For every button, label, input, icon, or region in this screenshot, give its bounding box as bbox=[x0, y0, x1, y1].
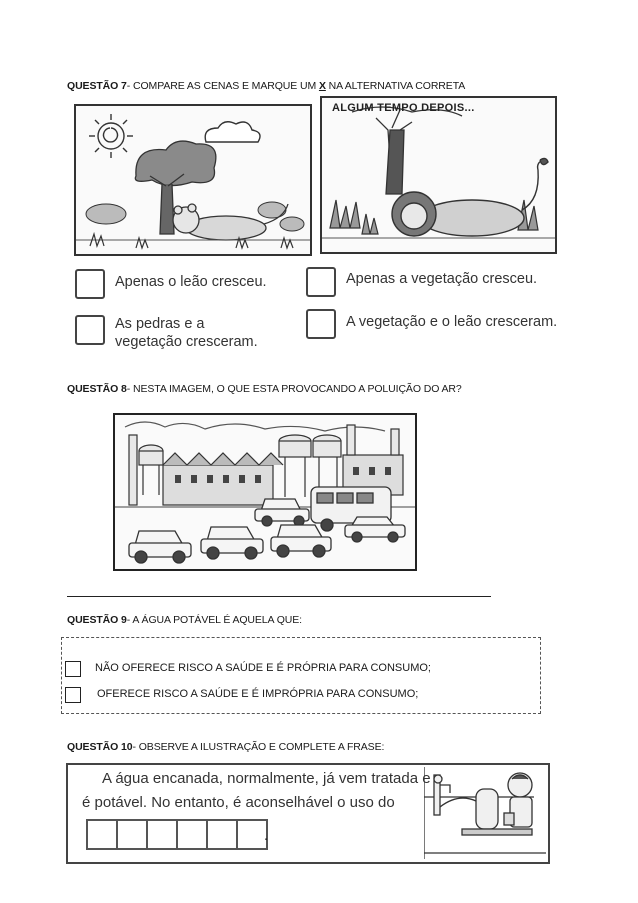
faucet-filter-boy-image bbox=[424, 767, 546, 859]
grass-icon bbox=[90, 234, 293, 248]
scene-before-image bbox=[74, 104, 312, 256]
q9-number: QUESTÃO 9 bbox=[67, 614, 127, 626]
q10-answer-box[interactable] bbox=[206, 819, 238, 850]
q7-option-3-checkbox[interactable] bbox=[75, 315, 105, 345]
q7-number: QUESTÃO 7 bbox=[67, 80, 127, 92]
q10-title bbox=[67, 741, 384, 753]
q10-line-1: A água encanada, normalmente, já vem tratada e bbox=[102, 770, 431, 787]
q10-exercise-box bbox=[66, 763, 550, 864]
q9-option-1-label: NÃO OFERECE RISCO A SAÚDE E É PRÓPRIA PARA CONSUMO; bbox=[95, 662, 431, 674]
q10-period: . bbox=[264, 827, 269, 844]
q9-options-box bbox=[61, 637, 541, 714]
car-icon bbox=[345, 517, 405, 542]
q10-answer-box[interactable] bbox=[146, 819, 178, 850]
q9-title bbox=[67, 614, 302, 626]
q8-answer-line[interactable] bbox=[67, 596, 491, 597]
city-pollution-image bbox=[113, 413, 417, 571]
q7-option-2-checkbox[interactable] bbox=[306, 267, 336, 297]
water-filter-icon bbox=[476, 789, 498, 829]
q8-prompt: - NESTA IMAGEM, O QUE ESTA PROVOCANDO A POLUIÇÃO DO AR? bbox=[126, 383, 462, 395]
q7-prompt-before: - COMPARE AS CENAS E MARQUE UM bbox=[126, 80, 319, 92]
car-icon bbox=[129, 531, 191, 563]
scene-after-image bbox=[320, 96, 557, 254]
q10-number: QUESTÃO 10 bbox=[67, 741, 133, 753]
q9-option-1-checkbox[interactable] bbox=[65, 661, 81, 677]
scene-after-caption: ALGUM TEMPO DEPOIS... bbox=[332, 102, 475, 114]
q7-option-2-label: Apenas a vegetação cresceu. bbox=[346, 271, 538, 287]
q9-option-2-label: OFERECE RISCO A SAÚDE E É IMPRÓPRIA PARA CONSUMO; bbox=[97, 688, 419, 700]
q10-answer-box[interactable] bbox=[116, 819, 148, 850]
q7-prompt-after: NA ALTERNATIVA CORRETA bbox=[325, 80, 466, 92]
q7-option-4-checkbox[interactable] bbox=[306, 309, 336, 339]
faucet-icon bbox=[434, 775, 442, 783]
q8-number: QUESTÃO 8 bbox=[67, 383, 127, 395]
car-icon bbox=[201, 527, 263, 559]
q7-option-3-label: As pedras e a vegetação cresceram. bbox=[115, 316, 258, 350]
q7-option-4-label: A vegetação e o leão cresceram. bbox=[346, 314, 558, 330]
q9-option-2-checkbox[interactable] bbox=[65, 687, 81, 703]
car-icon bbox=[255, 499, 309, 526]
car-icon bbox=[271, 525, 331, 557]
q10-answer-boxes[interactable] bbox=[86, 819, 269, 850]
q10-line-2: é potável. No entanto, é aconselhável o uso do bbox=[82, 794, 395, 811]
q7-option-3[interactable] bbox=[75, 315, 265, 351]
q8-title bbox=[67, 383, 462, 395]
q7-option-2[interactable] bbox=[306, 267, 537, 297]
q10-answer-box[interactable] bbox=[86, 819, 118, 850]
q7-option-1-label: Apenas o leão cresceu. bbox=[115, 274, 267, 290]
q7-option-1-checkbox[interactable] bbox=[75, 269, 105, 299]
q9-prompt: - A ÁGUA POTÁVEL É AQUELA QUE: bbox=[126, 614, 302, 626]
q10-prompt: - OBSERVE A ILUSTRAÇÃO E COMPLETE A FRASE: bbox=[132, 741, 385, 753]
q7-option-4[interactable] bbox=[306, 309, 557, 339]
q10-answer-box[interactable] bbox=[176, 819, 208, 850]
q7-title bbox=[67, 80, 465, 92]
q7-option-1[interactable] bbox=[75, 269, 267, 299]
tree-icon bbox=[352, 107, 462, 194]
cloud-icon bbox=[205, 122, 260, 142]
q7-prompt-x: X bbox=[318, 80, 326, 92]
sun-icon bbox=[89, 114, 133, 158]
